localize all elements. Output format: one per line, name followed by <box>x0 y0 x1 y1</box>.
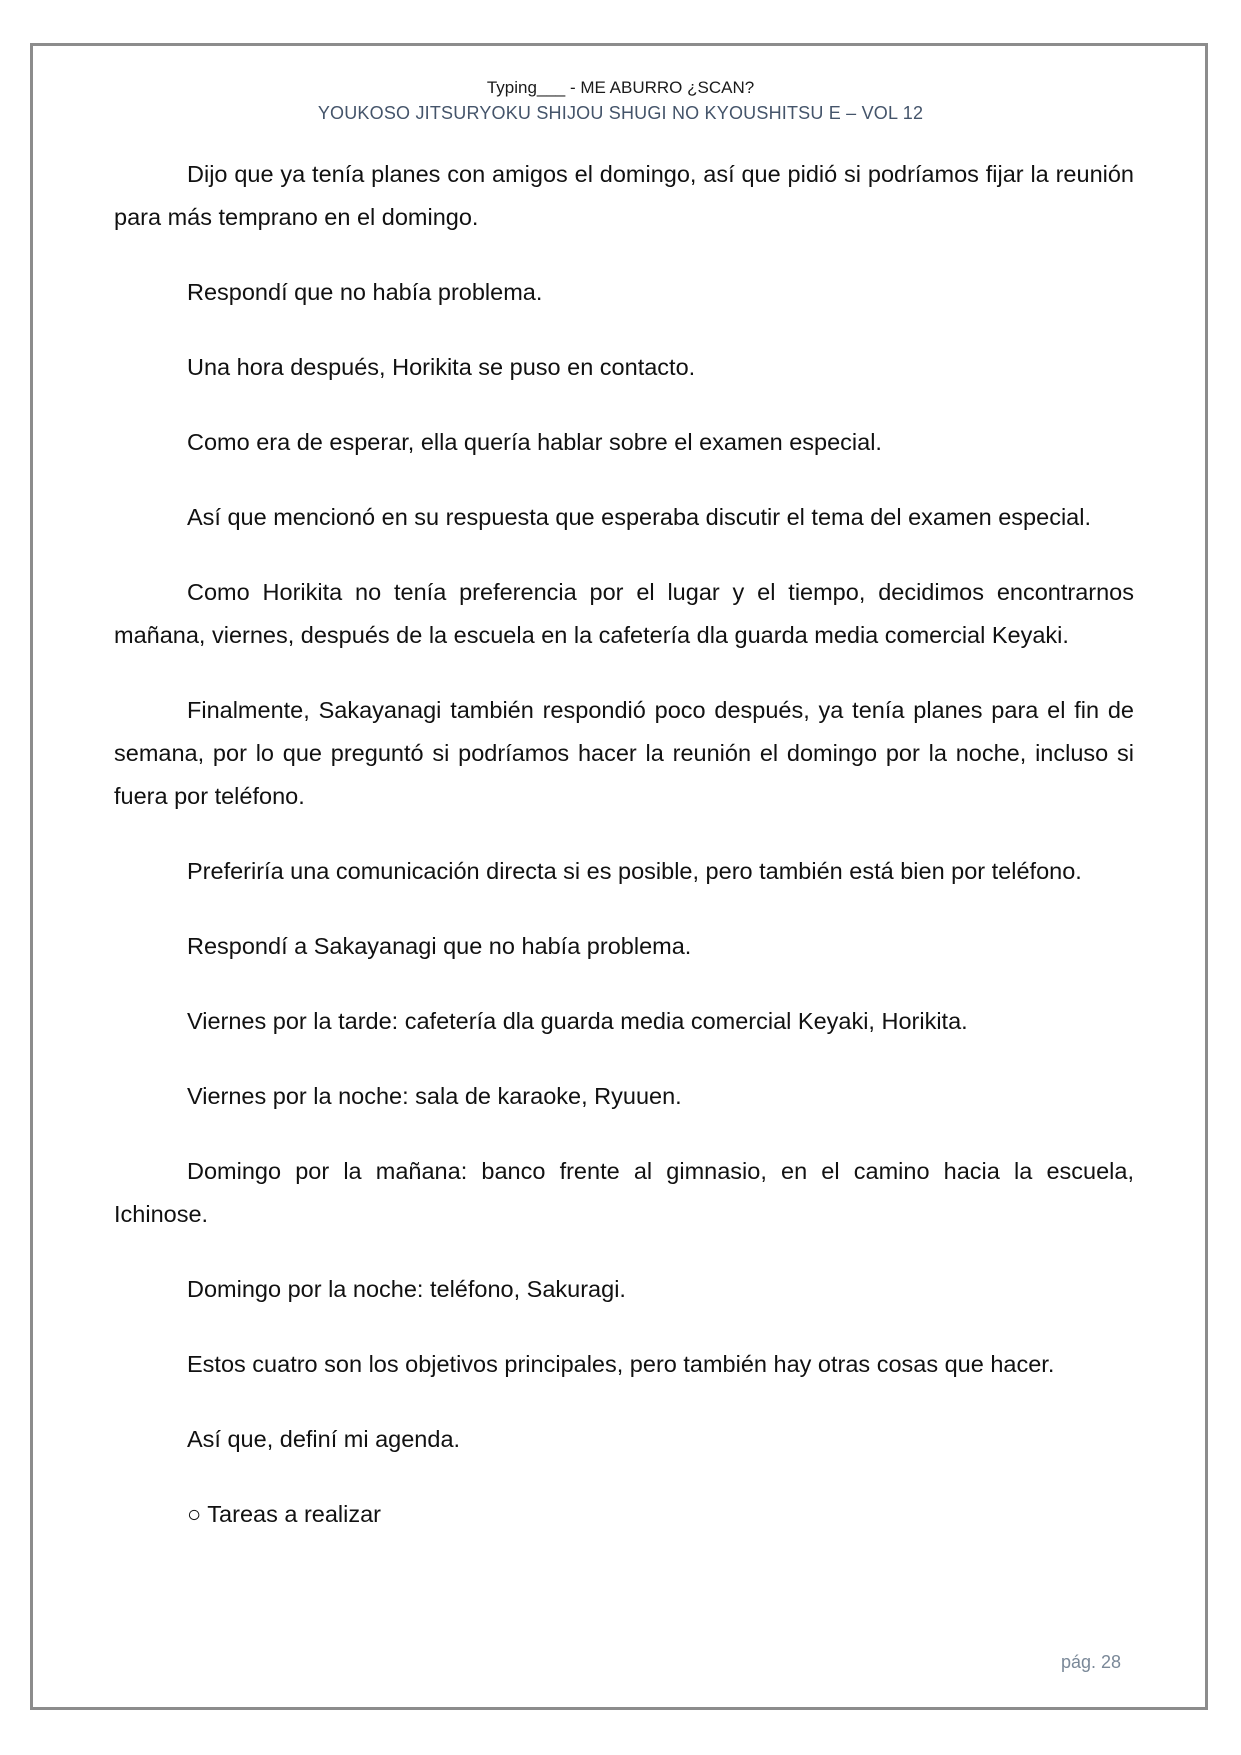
paragraph: Domingo por la noche: teléfono, Sakuragi. <box>187 1276 626 1302</box>
page-header <box>0 76 1241 126</box>
paragraph: Viernes por la tarde: cafetería dla guarda media comercial Keyaki, Horikita. <box>187 1008 968 1034</box>
paragraph: Una hora después, Horikita se puso en contacto. <box>187 354 696 380</box>
task-list-heading: ○ Tareas a realizar <box>187 1501 382 1527</box>
paragraph: Dijo que ya tenía planes con amigos el domingo, así que pidió si podríamos fijar la reunión para más temprano en el domingo. <box>114 161 1134 230</box>
paragraph: Preferiría una comunicación directa si es posible, pero también está bien por teléfono. <box>187 858 1082 884</box>
header-scan-credit: Typing___ - ME ABURRO ¿SCAN? <box>486 78 755 97</box>
document-body <box>114 153 1134 1568</box>
paragraph: Domingo por la mañana: banco frente al gimnasio, en el camino hacia la escuela, Ichinose. <box>114 1158 1134 1227</box>
paragraph: Respondí que no había problema. <box>187 279 543 305</box>
paragraph: Así que, definí mi agenda. <box>187 1426 461 1452</box>
header-book-title: YOUKOSO JITSURYOKU SHIJOU SHUGI NO KYOUSHITSU E – VOL 12 <box>317 103 924 123</box>
paragraph: Como era de esperar, ella quería hablar sobre el examen especial. <box>187 429 882 455</box>
paragraph: Estos cuatro son los objetivos principales, pero también hay otras cosas que hacer. <box>187 1351 1055 1377</box>
paragraph: Respondí a Sakayanagi que no había problema. <box>187 933 692 959</box>
page-number: pág. 28 <box>1060 1652 1121 1672</box>
paragraph: Viernes por la noche: sala de karaoke, Ryuuen. <box>187 1083 682 1109</box>
paragraph: Finalmente, Sakayanagi también respondió poco después, ya tenía planes para el fin de semana, por lo que preguntó si podríamos hacer la reunión el domingo por la noche, incluso si fuera por teléfono. <box>114 697 1134 809</box>
paragraph: Así que mencionó en su respuesta que esperaba discutir el tema del examen especial. <box>187 504 1091 530</box>
paragraph: Como Horikita no tenía preferencia por el lugar y el tiempo, decidimos encontrarnos mañana, viernes, después de la escuela en la cafetería dla guarda media comercial Keyaki. <box>114 579 1134 648</box>
